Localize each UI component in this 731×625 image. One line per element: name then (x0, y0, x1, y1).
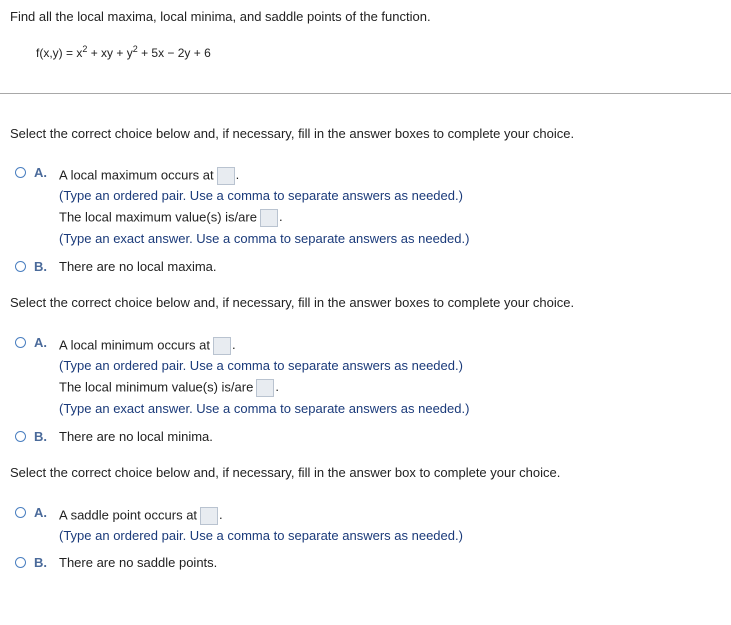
maxima-choice-a-line1: A local maximum occurs at . (59, 167, 239, 185)
radio-maxima-a[interactable] (15, 167, 26, 178)
radio-minima-a[interactable] (15, 337, 26, 348)
choice-letter-b: B. (34, 429, 47, 444)
maxima-choice-b: There are no local maxima. (59, 259, 217, 274)
answer-box-saddle-point[interactable] (200, 507, 218, 525)
saddle-choice-a-line1: A saddle point occurs at . (59, 507, 223, 525)
radio-saddle-b[interactable] (15, 557, 26, 568)
radio-saddle-a[interactable] (15, 507, 26, 518)
choice-letter-b: B. (34, 259, 47, 274)
radio-minima-b[interactable] (15, 431, 26, 442)
answer-box-min-value[interactable] (256, 379, 274, 397)
radio-maxima-b[interactable] (15, 261, 26, 272)
answer-box-max-value[interactable] (260, 209, 278, 227)
instruction-minima: Select the correct choice below and, if necessary, fill in the answer boxes to complete your choice. (10, 295, 575, 310)
minima-choice-a-line1: A local minimum occurs at . (59, 337, 236, 355)
instruction-saddle: Select the correct choice below and, if necessary, fill in the answer box to complete your choice. (10, 465, 561, 480)
minima-choice-b: There are no local minima. (59, 429, 213, 444)
minima-hint-ordered-pair: (Type an ordered pair. Use a comma to separate answers as needed.) (59, 358, 463, 373)
answer-box-max-point[interactable] (217, 167, 235, 185)
choice-letter-a: A. (34, 335, 47, 350)
question-prompt: Find all the local maxima, local minima, and saddle points of the function. (10, 9, 431, 24)
saddle-hint-ordered-pair: (Type an ordered pair. Use a comma to separate answers as needed.) (59, 528, 463, 543)
choice-letter-a: A. (34, 165, 47, 180)
minima-hint-exact: (Type an exact answer. Use a comma to separate answers as needed.) (59, 401, 470, 416)
function-expression: $f(x,y) = x^2$ + xy + $y^2 + 5x - 2y + 6$ (36, 44, 211, 60)
maxima-hint-ordered-pair: (Type an ordered pair. Use a comma to separate answers as needed.) (59, 188, 463, 203)
answer-box-min-point[interactable] (213, 337, 231, 355)
divider (0, 93, 731, 94)
choice-letter-b: B. (34, 555, 47, 570)
choice-letter-a: A. (34, 505, 47, 520)
maxima-hint-exact: (Type an exact answer. Use a comma to separate answers as needed.) (59, 231, 470, 246)
maxima-choice-a-line2: The local maximum value(s) is/are . (59, 209, 283, 227)
minima-choice-a-line2: The local minimum value(s) is/are . (59, 379, 279, 397)
instruction-maxima: Select the correct choice below and, if necessary, fill in the answer boxes to complete your choice. (10, 126, 575, 141)
saddle-choice-b: There are no saddle points. (59, 555, 218, 570)
